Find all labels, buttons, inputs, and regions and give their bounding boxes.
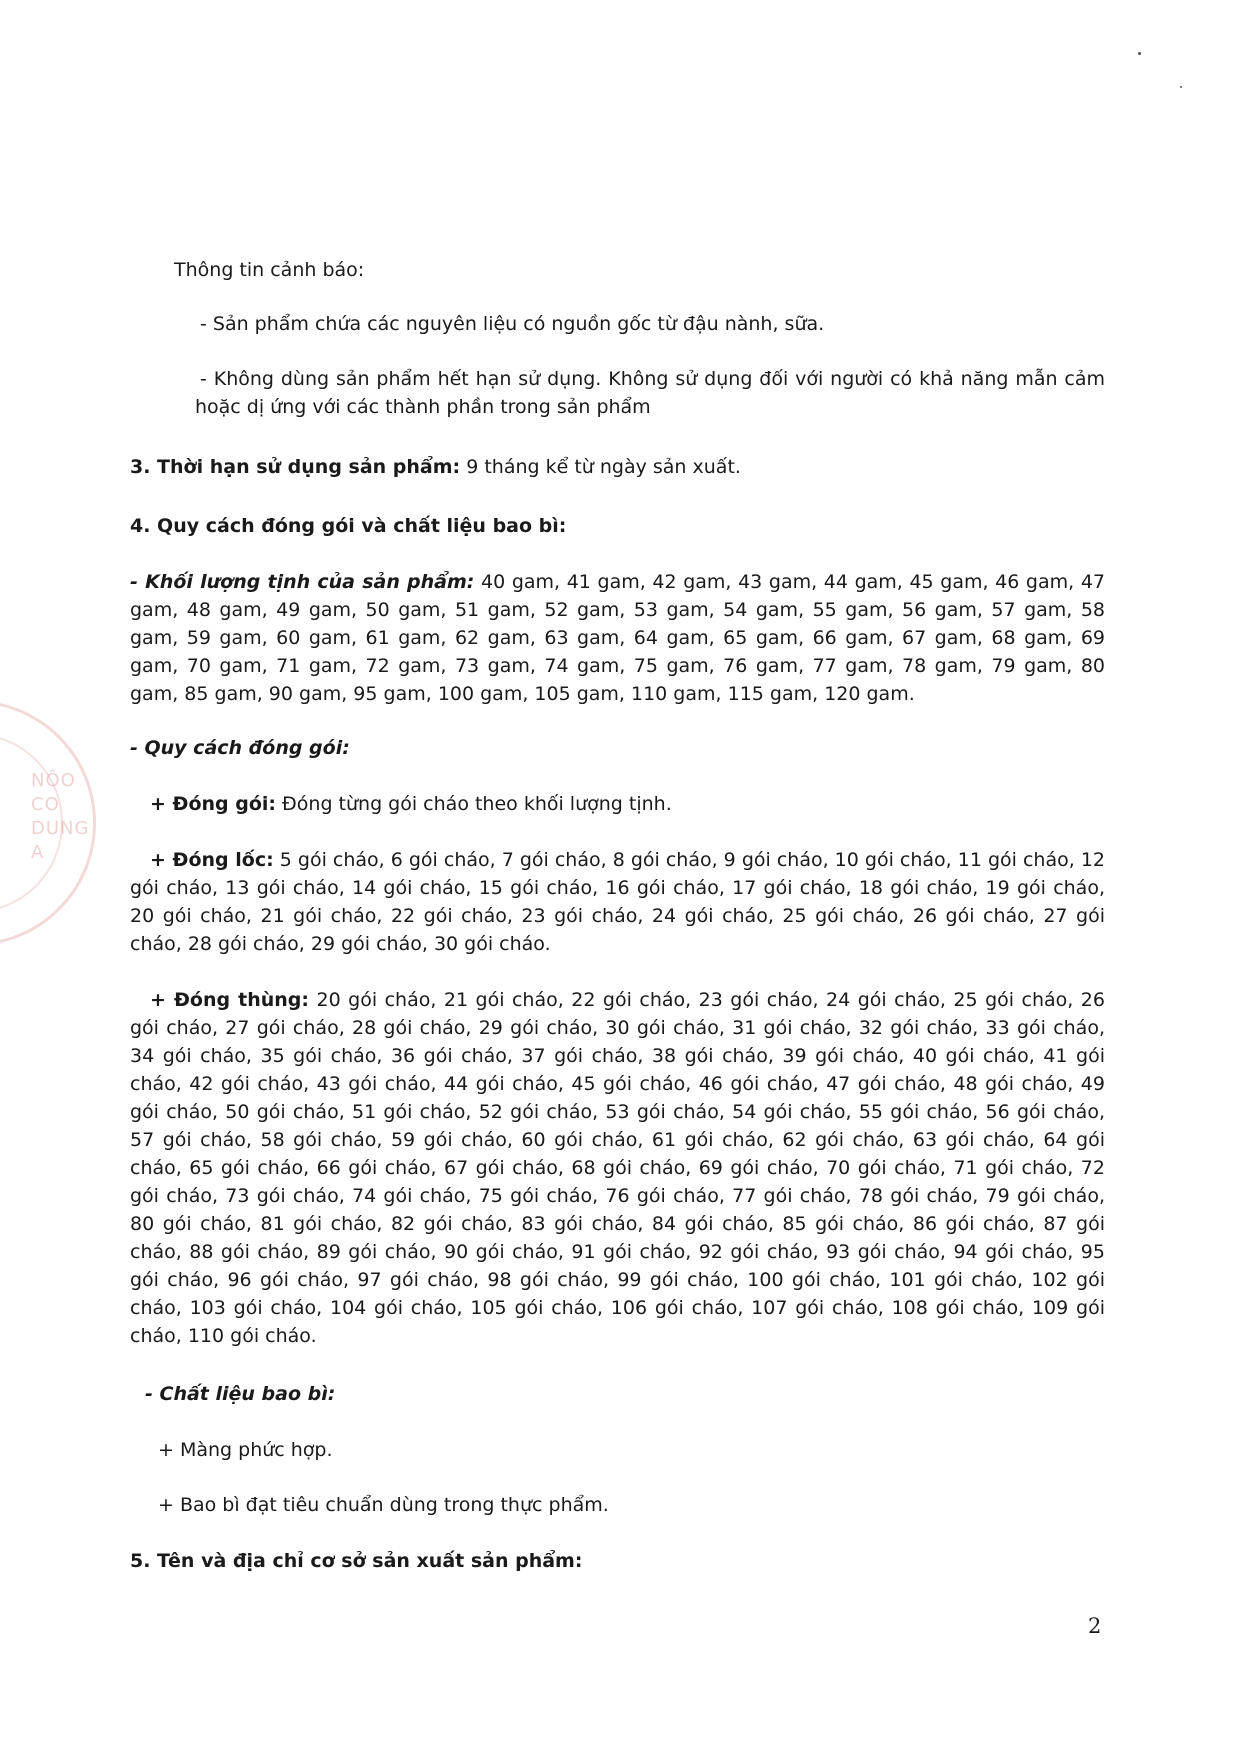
dong-thung-text: 20 gói cháo, 21 gói cháo, 22 gói cháo, 23 gói cháo, 24 gói cháo, 25 gói cháo, 26 gói cháo, 27 gói cháo, 28 gói cháo, 29 gói cháo, 30 gói cháo, 31 gói cháo, 32 gói cháo, 33 gói cháo, 34 gói cháo, 35 gói cháo, 36 gói cháo, 37 gói cháo, 38 gói cháo, 39 gói cháo, 40 gói cháo, 41 gói cháo, 42 gói cháo, 43 gói cháo, 44 gói cháo, 45 gói cháo, 46 gói cháo, 47 gói cháo, 48 gói cháo, 49 gói cháo, 50 gói cháo, 51 gói cháo, 52 gói cháo, 53 gói cháo, 54 gói cháo, 55 gói cháo, 56 gói cháo, 57 gói cháo, 58 gói cháo, 59 gói cháo, 60 gói cháo, 61 gói cháo, 62 gói cháo, 63 gói cháo, 64 gói cháo, 65 gói cháo, 66 gói cháo, 67 gói cháo, 68 gói cháo, 69 gói cháo, 70 gói cháo, 71 gói cháo, 72 gói cháo, 73 gói cháo, 74 gói cháo, 75 gói cháo, 76 gói cháo, 77 gói cháo, 78 gói cháo, 79 gói cháo, 80 gói cháo, 81 gói cháo, 82 gói cháo, 83 gói cháo, 84 gói cháo, 85 gói cháo, 86 gói cháo, 87 gói cháo, 88 gói cháo, 89 gói cháo, 90 gói cháo, 91 gói cháo, 92 gói cháo, 93 gói cháo, 94 gói cháo, 95 gói cháo, 96 gói cháo, 97 gói cháo, 98 gói cháo, 99 gói cháo, 100 gói cháo, 101 gói cháo, 102 gói cháo, 103 gói cháo, 104 gói cháo, 105 gói cháo, 106 gói cháo, 107 gói cháo, 108 gói cháo, 109 gói cháo, 110 gói cháo. [130, 989, 1105, 1347]
dong-thung-label: + Đóng thùng: [150, 989, 309, 1011]
section-3 [130, 453, 1110, 481]
stamp-text: NÔO CO DUNG A [31, 770, 90, 863]
dong-goi-paragraph [150, 790, 1100, 818]
material-item-1: + Màng phức hợp. [158, 1439, 333, 1461]
dong-loc-paragraph [130, 846, 1105, 958]
section-4-heading: 4. Quy cách đóng gói và chất liệu bao bì: [130, 515, 567, 537]
warning-item-2-text: - Không dùng sản phẩm hết hạn sử dụng. Không sử dụng đối với người có khả năng mẫn cảm hoặc dị ứng với các thành phần trong sản phẩm [195, 368, 1105, 418]
scan-speck [1138, 52, 1141, 55]
net-weight-text: 40 gam, 41 gam, 42 gam, 43 gam, 44 gam, 45 gam, 46 gam, 47 gam, 48 gam, 49 gam, 50 gam, 51 gam, 52 gam, 53 gam, 54 gam, 55 gam, 56 gam, 57 gam, 58 gam, 59 gam, 60 gam, 61 gam, 62 gam, 63 gam, 64 gam, 65 gam, 66 gam, 67 gam, 68 gam, 69 gam, 70 gam, 71 gam, 72 gam, 73 gam, 74 gam, 75 gam, 76 gam, 77 gam, 78 gam, 79 gam, 80 gam, 85 gam, 90 gam, 95 gam, 100 gam, 105 gam, 110 gam, 115 gam, 120 gam. [130, 571, 1105, 705]
net-weight-paragraph [130, 568, 1105, 708]
dong-loc-label: + Đóng lốc: [150, 849, 274, 871]
section-3-text: 9 tháng kể từ ngày sản xuất. [460, 456, 741, 478]
warning-item-2 [195, 365, 1105, 421]
warning-item-1: - Sản phẩm chứa các nguyên liệu có nguồn gốc từ đậu nành, sữa. [200, 313, 825, 335]
dong-goi-text: Đóng từng gói cháo theo khối lượng tịnh. [276, 793, 672, 815]
section-3-heading: 3. Thời hạn sử dụng sản phẩm: [130, 456, 461, 478]
net-weight-label: - Khối lượng tịnh của sản phẩm: [130, 571, 475, 593]
stamp-seal [0, 700, 96, 946]
section-5-heading: 5. Tên và địa chỉ cơ sở sản xuất sản phẩm: [130, 1550, 583, 1572]
warning-title: Thông tin cảnh báo: [174, 259, 365, 281]
scan-speck [1180, 86, 1182, 88]
dong-loc-text: 5 gói cháo, 6 gói cháo, 7 gói cháo, 8 gói cháo, 9 gói cháo, 10 gói cháo, 11 gói cháo, 12 gói cháo, 13 gói cháo, 14 gói cháo, 15 gói cháo, 16 gói cháo, 17 gói cháo, 18 gói cháo, 19 gói cháo, 20 gói cháo, 21 gói cháo, 22 gói cháo, 23 gói cháo, 24 gói cháo, 25 gói cháo, 26 gói cháo, 27 gói cháo, 28 gói cháo, 29 gói cháo, 30 gói cháo. [130, 849, 1105, 955]
page-number: 2 [1088, 1614, 1102, 1638]
dong-goi-label: + Đóng gói: [150, 793, 277, 815]
material-label: - Chất liệu bao bì: [145, 1383, 336, 1405]
material-item-2: + Bao bì đạt tiêu chuẩn dùng trong thực phẩm. [158, 1494, 609, 1516]
packing-label: - Quy cách đóng gói: [130, 737, 350, 759]
dong-thung-paragraph [130, 986, 1105, 1350]
